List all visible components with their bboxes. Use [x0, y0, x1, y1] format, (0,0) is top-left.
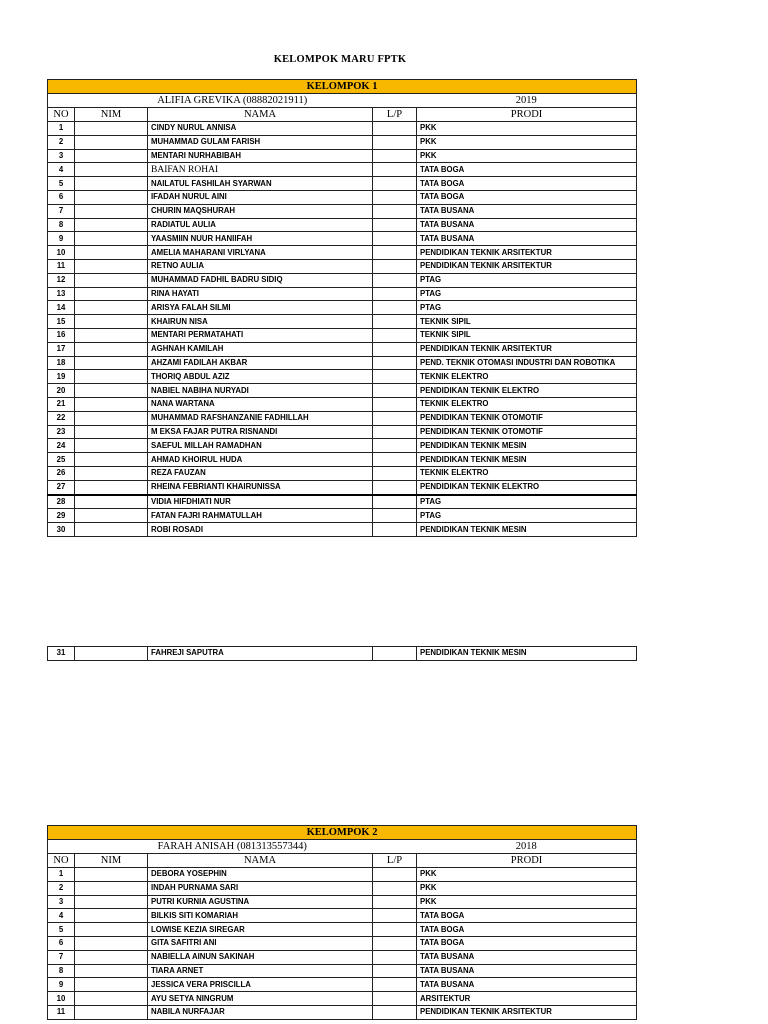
group-year: 2019 — [417, 94, 637, 108]
row-name: MENTARI NURHABIBAH — [148, 149, 373, 163]
row-program: PENDIDIKAN TEKNIK MESIN — [417, 439, 637, 453]
row-nim — [75, 301, 148, 315]
table-row — [48, 342, 637, 356]
row-number: 28 — [48, 495, 75, 509]
row-program: TATA BUSANA — [417, 950, 637, 964]
row-program: TATA BOGA — [417, 163, 637, 177]
row-gender — [373, 218, 417, 232]
row-gender — [373, 509, 417, 523]
group-leader: ALIFIA GREVIKA (08882021911) — [48, 94, 417, 108]
row-number: 8 — [48, 964, 75, 978]
column-header-prodi: PRODI — [417, 108, 637, 122]
row-nim — [75, 480, 148, 494]
group-table-1 — [47, 79, 637, 537]
row-gender — [373, 384, 417, 398]
row-program: PTAG — [417, 509, 637, 523]
row-gender — [373, 411, 417, 425]
row-nim — [75, 328, 148, 342]
column-header-prodi: PRODI — [417, 854, 637, 868]
row-nim — [75, 163, 148, 177]
row-name: FATAN FAJRI RAHMATULLAH — [148, 509, 373, 523]
row-number: 10 — [48, 246, 75, 260]
table-row — [48, 135, 637, 149]
row-program: PENDIDIKAN TEKNIK ARSITEKTUR — [417, 1005, 637, 1019]
table-row — [48, 246, 637, 260]
table-row — [48, 204, 637, 218]
table-row — [48, 936, 637, 950]
row-gender — [373, 204, 417, 218]
row-gender — [373, 1005, 417, 1019]
group-table-2 — [47, 825, 637, 1020]
row-program: TEKNIK SIPIL — [417, 328, 637, 342]
column-header-lp: L/P — [373, 108, 417, 122]
row-name: MUHAMMAD GULAM FARISH — [148, 135, 373, 149]
row-nim — [75, 122, 148, 136]
row-gender — [373, 190, 417, 204]
row-name: IFADAH NURUL AINI — [148, 190, 373, 204]
row-nim — [75, 439, 148, 453]
row-gender — [373, 909, 417, 923]
row-gender — [373, 895, 417, 909]
row-number: 15 — [48, 315, 75, 329]
column-header-no: NO — [48, 108, 75, 122]
row-nim — [75, 936, 148, 950]
table-row — [48, 315, 637, 329]
row-nim — [75, 246, 148, 260]
row-nim — [75, 509, 148, 523]
row-program: PTAG — [417, 301, 637, 315]
group-table-1-continued — [47, 646, 637, 661]
row-name: BAIFAN ROHAI — [148, 163, 373, 177]
row-nim — [75, 370, 148, 384]
table-row — [48, 909, 637, 923]
table-row — [48, 163, 637, 177]
table-row — [48, 287, 637, 301]
row-program: PKK — [417, 135, 637, 149]
row-program: PTAG — [417, 287, 637, 301]
row-number: 30 — [48, 523, 75, 537]
row-nim — [75, 259, 148, 273]
table-row — [48, 453, 637, 467]
column-header-nama: NAMA — [148, 108, 373, 122]
row-name: RINA HAYATI — [148, 287, 373, 301]
row-name: CHURIN MAQSHURAH — [148, 204, 373, 218]
table-row — [48, 509, 637, 523]
table-row — [48, 647, 637, 661]
row-name: FAHREJI SAPUTRA — [148, 647, 373, 661]
row-program: TEKNIK ELEKTRO — [417, 370, 637, 384]
row-nim — [75, 495, 148, 509]
row-gender — [373, 287, 417, 301]
table-row — [48, 964, 637, 978]
row-name: BILKIS SITI KOMARIAH — [148, 909, 373, 923]
row-nim — [75, 950, 148, 964]
row-nim — [75, 384, 148, 398]
row-number: 21 — [48, 397, 75, 411]
row-gender — [373, 259, 417, 273]
row-name: AYU SETYA NINGRUM — [148, 992, 373, 1006]
row-program: PTAG — [417, 273, 637, 287]
group-year: 2018 — [417, 840, 637, 854]
row-number: 16 — [48, 328, 75, 342]
column-header-nim: NIM — [75, 108, 148, 122]
row-program: TEKNIK ELEKTRO — [417, 466, 637, 480]
row-gender — [373, 881, 417, 895]
row-nim — [75, 356, 148, 370]
row-name: GITA SAFITRI ANI — [148, 936, 373, 950]
row-nim — [75, 523, 148, 537]
column-header-nama: NAMA — [148, 854, 373, 868]
page-title: KELOMPOK MARU FPTK — [273, 54, 407, 65]
row-program: PENDIDIKAN TEKNIK ARSITEKTUR — [417, 342, 637, 356]
group-rows — [48, 122, 637, 537]
row-nim — [75, 232, 148, 246]
row-program: TATA BOGA — [417, 923, 637, 937]
row-number: 9 — [48, 978, 75, 992]
row-program: TATA BUSANA — [417, 204, 637, 218]
row-program: PENDIDIKAN TEKNIK ARSITEKTUR — [417, 259, 637, 273]
row-nim — [75, 1005, 148, 1019]
row-nim — [75, 218, 148, 232]
table-row — [48, 523, 637, 537]
row-number: 8 — [48, 218, 75, 232]
row-gender — [373, 936, 417, 950]
row-program: TATA BUSANA — [417, 964, 637, 978]
row-gender — [373, 356, 417, 370]
row-program: PENDIDIKAN TEKNIK MESIN — [417, 453, 637, 467]
row-name: NABILA NURFAJAR — [148, 1005, 373, 1019]
row-gender — [373, 453, 417, 467]
table-row — [48, 273, 637, 287]
row-name: NAILATUL FASHILAH SYARWAN — [148, 177, 373, 191]
row-gender — [373, 246, 417, 260]
row-gender — [373, 425, 417, 439]
table-row — [48, 923, 637, 937]
row-program: TATA BOGA — [417, 936, 637, 950]
row-gender — [373, 163, 417, 177]
row-gender — [373, 923, 417, 937]
table-row — [48, 177, 637, 191]
row-number: 9 — [48, 232, 75, 246]
row-gender — [373, 647, 417, 661]
row-name: AHMAD KHOIRUL HUDA — [148, 453, 373, 467]
row-gender — [373, 978, 417, 992]
row-number: 10 — [48, 992, 75, 1006]
row-number: 25 — [48, 453, 75, 467]
row-name: AGHNAH KAMILAH — [148, 342, 373, 356]
row-nim — [75, 149, 148, 163]
row-name: KHAIRUN NISA — [148, 315, 373, 329]
row-nim — [75, 204, 148, 218]
row-nim — [75, 881, 148, 895]
table-row — [48, 895, 637, 909]
row-program: PKK — [417, 122, 637, 136]
row-nim — [75, 342, 148, 356]
row-name: MUHAMMAD RAFSHANZANIE FADHILLAH — [148, 411, 373, 425]
row-program: TATA BOGA — [417, 190, 637, 204]
row-name: INDAH PURNAMA SARI — [148, 881, 373, 895]
row-program: PENDIDIKAN TEKNIK MESIN — [417, 523, 637, 537]
row-name: DEBORA YOSEPHIN — [148, 868, 373, 882]
table-row — [48, 411, 637, 425]
row-nim — [75, 466, 148, 480]
row-name: TIARA ARNET — [148, 964, 373, 978]
row-number: 4 — [48, 909, 75, 923]
row-nim — [75, 287, 148, 301]
table-row — [48, 384, 637, 398]
row-name: MUHAMMAD FADHIL BADRU SIDIQ — [148, 273, 373, 287]
row-name: JESSICA VERA PRISCILLA — [148, 978, 373, 992]
row-name: REZA FAUZAN — [148, 466, 373, 480]
row-nim — [75, 190, 148, 204]
row-program: PKK — [417, 868, 637, 882]
row-nim — [75, 397, 148, 411]
row-number: 2 — [48, 135, 75, 149]
group-rows — [48, 647, 637, 661]
column-header-no: NO — [48, 854, 75, 868]
row-name: LOWISE KEZIA SIREGAR — [148, 923, 373, 937]
row-nim — [75, 992, 148, 1006]
row-gender — [373, 495, 417, 509]
row-number: 27 — [48, 480, 75, 494]
table-row — [48, 1005, 637, 1019]
row-number: 13 — [48, 287, 75, 301]
row-gender — [373, 868, 417, 882]
row-number: 1 — [48, 868, 75, 882]
row-nim — [75, 425, 148, 439]
row-program: TEKNIK SIPIL — [417, 315, 637, 329]
row-number: 4 — [48, 163, 75, 177]
row-gender — [373, 397, 417, 411]
row-name: RETNO AULIA — [148, 259, 373, 273]
row-name: M EKSA FAJAR PUTRA RISNANDI — [148, 425, 373, 439]
row-gender — [373, 523, 417, 537]
row-nim — [75, 647, 148, 661]
row-gender — [373, 950, 417, 964]
table-row — [48, 232, 637, 246]
row-number: 2 — [48, 881, 75, 895]
row-number: 12 — [48, 273, 75, 287]
row-name: RHEINA FEBRIANTI KHAIRUNISSA — [148, 480, 373, 494]
table-row — [48, 950, 637, 964]
row-name: AHZAMI FADILAH AKBAR — [148, 356, 373, 370]
row-number: 31 — [48, 647, 75, 661]
row-number: 29 — [48, 509, 75, 523]
group-rows — [48, 868, 637, 1020]
row-nim — [75, 964, 148, 978]
row-gender — [373, 315, 417, 329]
table-row — [48, 190, 637, 204]
row-number: 11 — [48, 1005, 75, 1019]
row-name: SAEFUL MILLAH RAMADHAN — [148, 439, 373, 453]
row-number: 23 — [48, 425, 75, 439]
row-number: 6 — [48, 936, 75, 950]
row-gender — [373, 122, 417, 136]
row-gender — [373, 273, 417, 287]
row-name: YAASMIIN NUUR HANIIFAH — [148, 232, 373, 246]
group-header: KELOMPOK 1 — [48, 80, 637, 94]
row-number: 14 — [48, 301, 75, 315]
row-number: 3 — [48, 895, 75, 909]
row-gender — [373, 135, 417, 149]
row-name: ROBI ROSADI — [148, 523, 373, 537]
table-row — [48, 301, 637, 315]
row-number: 17 — [48, 342, 75, 356]
row-name: NABIELLA AINUN SAKINAH — [148, 950, 373, 964]
table-row — [48, 439, 637, 453]
row-program: PENDIDIKAN TEKNIK ELEKTRO — [417, 480, 637, 494]
row-gender — [373, 232, 417, 246]
row-number: 11 — [48, 259, 75, 273]
table-row — [48, 480, 637, 494]
row-nim — [75, 978, 148, 992]
row-gender — [373, 342, 417, 356]
row-number: 24 — [48, 439, 75, 453]
row-number: 5 — [48, 923, 75, 937]
row-nim — [75, 923, 148, 937]
row-gender — [373, 466, 417, 480]
table-row — [48, 868, 637, 882]
row-gender — [373, 301, 417, 315]
row-name: VIDIA HIFDHIATI NUR — [148, 495, 373, 509]
row-number: 18 — [48, 356, 75, 370]
row-program: PENDIDIKAN TEKNIK OTOMOTIF — [417, 425, 637, 439]
table-row — [48, 466, 637, 480]
table-row — [48, 218, 637, 232]
row-number: 5 — [48, 177, 75, 191]
row-nim — [75, 315, 148, 329]
table-row — [48, 149, 637, 163]
table-row — [48, 881, 637, 895]
row-program: TATA BUSANA — [417, 232, 637, 246]
table-row — [48, 122, 637, 136]
row-number: 20 — [48, 384, 75, 398]
row-gender — [373, 177, 417, 191]
row-number: 1 — [48, 122, 75, 136]
row-nim — [75, 453, 148, 467]
row-program: PTAG — [417, 495, 637, 509]
row-gender — [373, 992, 417, 1006]
row-program: TATA BUSANA — [417, 978, 637, 992]
row-gender — [373, 439, 417, 453]
row-nim — [75, 273, 148, 287]
row-program: PENDIDIKAN TEKNIK MESIN — [417, 647, 637, 661]
table-row — [48, 259, 637, 273]
row-name: NABIEL NABIHA NURYADI — [148, 384, 373, 398]
row-program: PKK — [417, 895, 637, 909]
row-program: PKK — [417, 149, 637, 163]
table-row — [48, 370, 637, 384]
row-program: ARSITEKTUR — [417, 992, 637, 1006]
row-program: PKK — [417, 881, 637, 895]
row-number: 22 — [48, 411, 75, 425]
table-row — [48, 356, 637, 370]
row-name: THORIQ ABDUL AZIZ — [148, 370, 373, 384]
row-program: PEND. TEKNIK OTOMASI INDUSTRI DAN ROBOTIKA — [417, 356, 637, 370]
row-program: TATA BOGA — [417, 177, 637, 191]
table-row — [48, 978, 637, 992]
row-name: ARISYA FALAH SILMI — [148, 301, 373, 315]
row-number: 7 — [48, 950, 75, 964]
row-program: PENDIDIKAN TEKNIK ARSITEKTUR — [417, 246, 637, 260]
row-gender — [373, 370, 417, 384]
row-name: MENTARI PERMATAHATI — [148, 328, 373, 342]
row-program: PENDIDIKAN TEKNIK ELEKTRO — [417, 384, 637, 398]
row-number: 19 — [48, 370, 75, 384]
row-program: TATA BUSANA — [417, 218, 637, 232]
group-leader: FARAH ANISAH (081313557344) — [48, 840, 417, 854]
row-nim — [75, 895, 148, 909]
row-name: RADIATUL AULIA — [148, 218, 373, 232]
row-gender — [373, 328, 417, 342]
group-header: KELOMPOK 2 — [48, 826, 637, 840]
row-number: 26 — [48, 466, 75, 480]
table-row — [48, 992, 637, 1006]
row-number: 6 — [48, 190, 75, 204]
table-row — [48, 495, 637, 509]
row-name: PUTRI KURNIA AGUSTINA — [148, 895, 373, 909]
table-row — [48, 328, 637, 342]
row-nim — [75, 411, 148, 425]
row-number: 3 — [48, 149, 75, 163]
row-gender — [373, 149, 417, 163]
column-header-lp: L/P — [373, 854, 417, 868]
row-name: NANA WARTANA — [148, 397, 373, 411]
row-program: TEKNIK ELEKTRO — [417, 397, 637, 411]
row-nim — [75, 177, 148, 191]
row-nim — [75, 135, 148, 149]
row-program: PENDIDIKAN TEKNIK OTOMOTIF — [417, 411, 637, 425]
row-name: CINDY NURUL ANNISA — [148, 122, 373, 136]
row-nim — [75, 909, 148, 923]
row-gender — [373, 480, 417, 494]
row-name: AMELIA MAHARANI VIRLYANA — [148, 246, 373, 260]
column-header-nim: NIM — [75, 854, 148, 868]
table-row — [48, 397, 637, 411]
row-nim — [75, 868, 148, 882]
row-number: 7 — [48, 204, 75, 218]
table-row — [48, 425, 637, 439]
row-gender — [373, 964, 417, 978]
row-program: TATA BOGA — [417, 909, 637, 923]
